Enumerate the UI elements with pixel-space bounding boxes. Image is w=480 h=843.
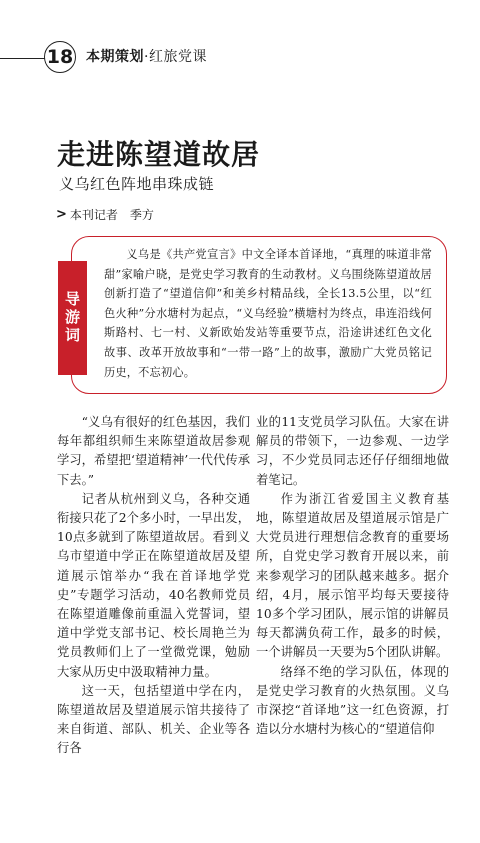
intro-label-tab (58, 261, 87, 375)
byline-author: 季方 (129, 208, 154, 222)
intro-text: 义乌是《共产党宣言》中文全译本首译地，“真理的味道非常甜”家喻户晓，是党史学习教育的生动教材。义乌围绕陈望道故居创新打造了“望道信仰”和美乡村精品线，全长13.5公里，以“红色火种”分水塘村为起点，“义乌经验”横塘村为终点，串连沿线何斯路村、七一村、义新欧始发站等重要节点，沿途讲述红色文化故事、改革开放故事和“一带一路”上的故事，激励广大党员铭记历史，不忘初心。 (104, 248, 432, 379)
section-name: 本期策划 (86, 49, 144, 65)
article-title: 走进陈望道故居 (57, 138, 261, 171)
section-header (86, 46, 207, 66)
article-subtitle: 义乌红色阵地串珠成链 (59, 175, 215, 193)
right-paragraph-3: 络绎不绝的学习队伍，体现的是党史学习教育的火热氛围。义乌市深挖“首译地”这一红色资源，打造以分水塘村为核心的“望道信仰 (256, 664, 449, 737)
left-paragraph-2: 记者从杭州到义乌，各种交通衔接只花了2个多小时，一早出发，10点多就到了陈望道故居。看到义乌市望道中学正在陈望道故居及望道展示馆举办“我在首译地学党史”专题学习活动，40名教师党员在陈望道雕像前重温入党誓词，望道中学党支部书记、校长周艳兰为党员教师们上了一堂微党课，勉励大家从历史中汲取精神力量。 (57, 491, 250, 679)
left-column (57, 413, 250, 759)
page-number-badge (44, 41, 76, 73)
page-number: 18 (46, 45, 74, 68)
byline-role: 本刊记者 (69, 208, 118, 222)
left-paragraph-1: “义乌有很好的红色基因，我们每年都组织师生来陈望道故居参观学习，希望把‘望道精神’一代代传承下去。” (57, 415, 250, 487)
right-paragraph-1: 业的11支党员学习队伍。大家在讲解员的带领下，一边参观、一边学习，不少党员同志还仔仔细细地做着笔记。 (256, 415, 449, 487)
byline (56, 206, 154, 223)
right-column (256, 413, 449, 739)
intro-label: 导游词 (63, 291, 81, 345)
right-paragraph-2: 作为浙江省爱国主义教育基地，陈望道故居及望道展示馆是广大党员进行理想信念教育的重要场所，自党史学习教育开展以来，前来参观学习的团队越来越多。据介绍，4月，展示馆平均每天要接待10多个学习团队，展示馆的讲解员每天都满负荷工作，最多的时候，一个讲解员一天要为5个团队讲解。 (256, 491, 449, 660)
section-separator: · (144, 49, 149, 65)
left-paragraph-3: 这一天，包括望道中学在内，陈望道故居及望道展示馆共接待了来自街道、部队、机关、企业等各行各 (57, 683, 250, 756)
section-topic: 红旅党课 (148, 49, 207, 65)
chevron-right-icon: > (56, 207, 67, 222)
